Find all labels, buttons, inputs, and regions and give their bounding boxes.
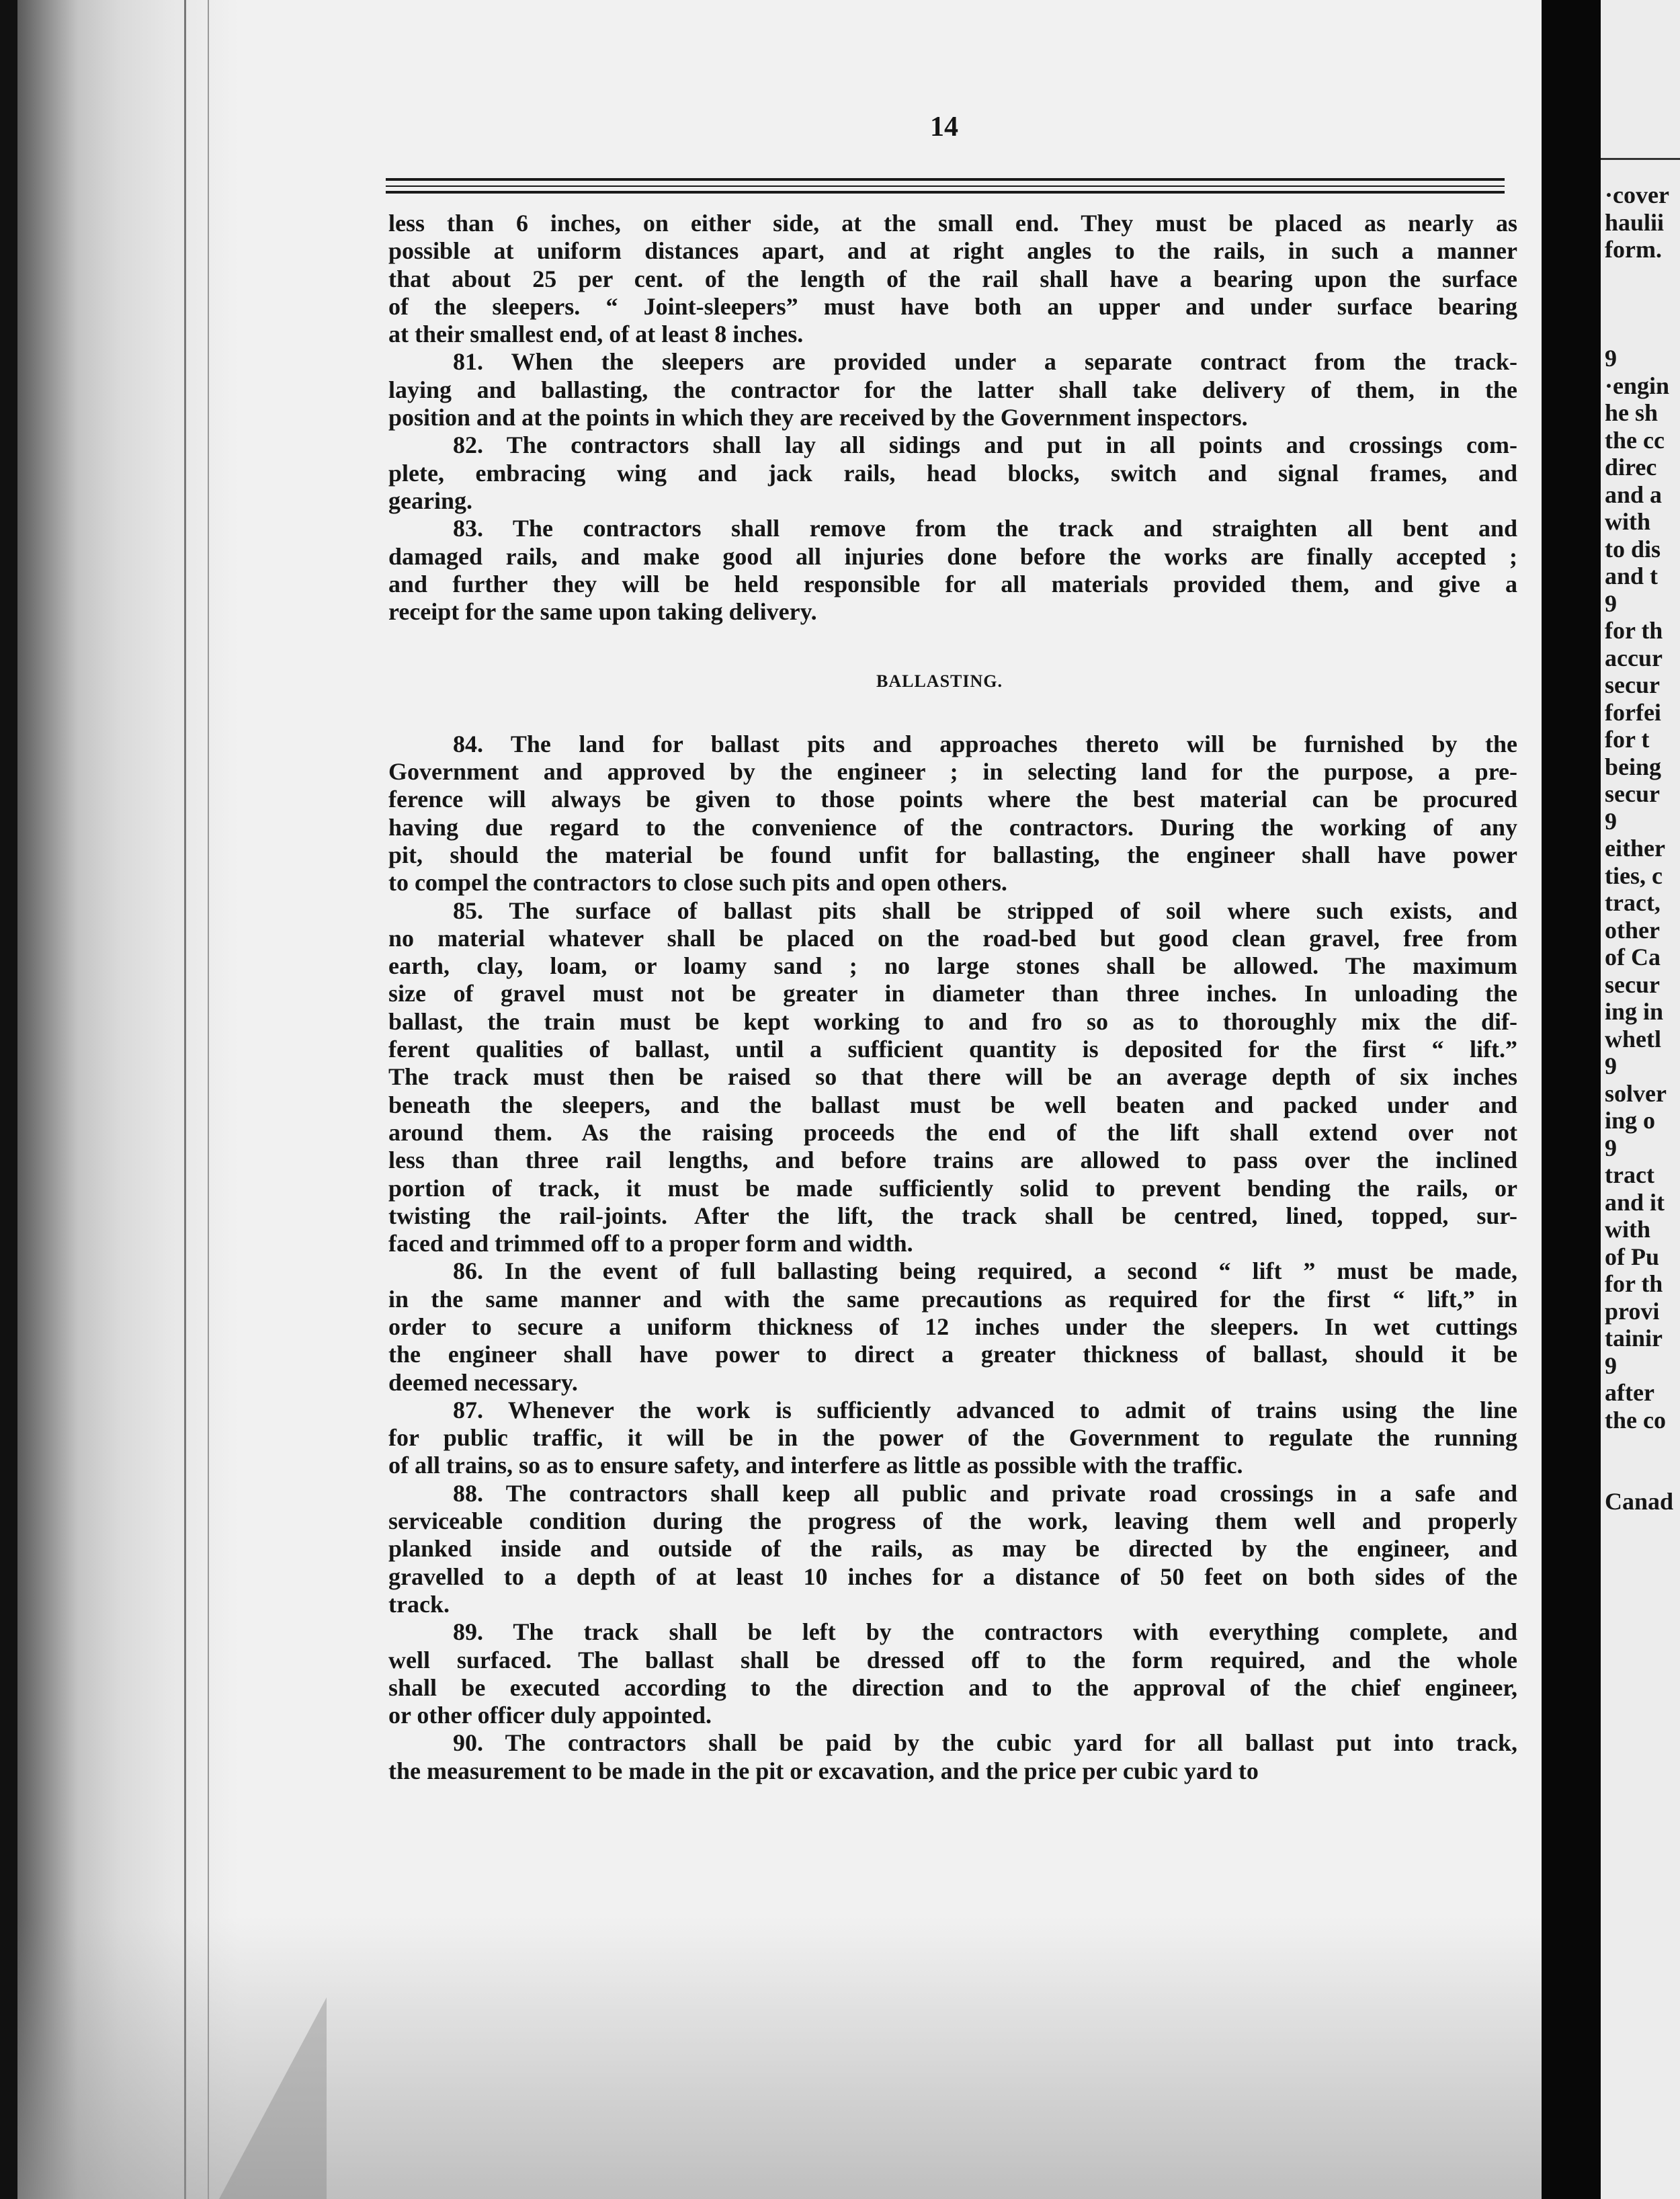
facing-page-fragment [1601,0,1680,2199]
text-line: The track must then be raised so that there will be an average depth of six inches [388,1063,1517,1091]
text-line: having due regard to the convenience of the contractors. During the working of any [388,813,1517,841]
facing-line: to dis [1605,535,1661,563]
page-number: 14 [930,112,958,142]
facing-line: tract, [1605,889,1661,916]
text-line: the measurement to be made in the pit or excavation, and the price per cubic yard to [388,1757,1259,1784]
facing-line: ties, c [1605,862,1663,889]
facing-line: 9 [1605,589,1617,617]
facing-line: of Ca [1605,944,1661,970]
text-line: position and at the points in which they are received by the Government inspectors. [388,404,1248,431]
page-corner-fold [219,1997,327,2199]
facing-line: 9 [1605,345,1617,372]
facing-line: accur [1605,644,1663,671]
page-gap [1542,0,1601,2199]
facing-line: other [1605,916,1660,944]
clause-paragraph [388,348,1517,431]
text-line: well surfaced. The ballast shall be dressed off to the form required, and the whole [388,1646,1517,1673]
clauses-84-90 [388,731,1517,1785]
header-rule [386,185,1505,187]
clause-paragraph [388,1729,1517,1785]
facing-line: secur [1605,780,1660,807]
clause-paragraph [388,1618,1517,1729]
facing-line: of Pu [1605,1243,1659,1270]
text-line: to compel the contractors to close such pits and open others. [388,869,1007,897]
text-line: less than three rail lengths, and before trains are allowed to pass over the inclined [388,1147,1517,1174]
section-heading: BALLASTING. [876,671,1003,692]
facing-line: haulii [1605,208,1665,236]
facing-line: for th [1605,617,1663,644]
facing-line: 9 [1605,1352,1617,1379]
facing-line: ing o [1605,1107,1656,1134]
facing-page-text [1605,181,1680,1516]
text-line: for public traffic, it will be in the power of the Government to regulate the running [388,1424,1517,1452]
facing-line: ·cover [1605,181,1669,208]
facing-line: 9 [1605,807,1617,835]
text-line: size of gravel must not be greater in diameter than three inches. In unloading the [388,980,1517,1007]
text-line: serviceable condition during the progress of the work, leaving them well and properly [388,1507,1517,1535]
text-line: 84. The land for ballast pits and approaches thereto will be furnished by the [453,730,1517,757]
clause-paragraph [388,1257,1517,1396]
facing-line: 9 [1605,1134,1617,1161]
text-line: Government and approved by the engineer ; in selecting land for the purpose, a pre- [388,758,1517,786]
text-line: deemed necessary. [388,1368,578,1396]
text-line: at their smallest end, of at least 8 inches. [388,321,804,348]
facing-line [1605,263,1680,291]
text-line: 83. The contractors shall remove from the track and straighten all bent and [453,515,1517,542]
book-page [17,0,1542,2199]
facing-line: the cc [1605,426,1665,454]
text-line: laying and ballasting, the contractor for the latter shall take delivery of them, in the [388,376,1517,403]
text-line: track. [388,1590,450,1618]
facing-line: being [1605,753,1662,780]
text-line: no material whatever shall be placed on the road-bed but good clean gravel, free from [388,924,1517,952]
intro-paragraph [388,210,1517,348]
binding-edge-line [184,0,186,2199]
text-line: 88. The contractors shall keep all public and private road crossings in a safe and [453,1479,1517,1507]
facing-line [1605,1461,1680,1489]
text-line: ference will always be given to those points where the best material can be procured [388,786,1517,813]
facing-line: after [1605,1379,1654,1406]
facing-line: the co [1605,1406,1666,1434]
facing-line [1605,290,1680,318]
facing-line: with [1605,1216,1651,1243]
text-line: planked inside and outside of the rails, as may be directed by the engineer, and [388,1535,1517,1563]
text-line: receipt for the same upon taking delivery. [388,598,817,626]
facing-line: secur [1605,671,1660,698]
facing-page-rule [1601,158,1680,160]
facing-line [1605,318,1680,345]
facing-line: either [1605,835,1665,862]
clause-paragraph [388,897,1517,1258]
facing-line: Canad [1605,1488,1674,1515]
facing-line: ing in [1605,998,1664,1025]
facing-line [1605,1434,1680,1461]
facing-line: secur [1605,970,1660,998]
clause-paragraph [388,515,1517,626]
text-line: twisting the rail-joints. After the lift, the track shall be centred, lined, topped, sur- [388,1202,1517,1229]
facing-line: forfei [1605,698,1661,726]
text-line: order to secure a uniform thickness of 12 inches under the sleepers. In wet cuttings [388,1313,1517,1340]
facing-line: whetl [1605,1025,1661,1052]
text-line: pit, should the material be found unfit for ballasting, the engineer shall have power [388,841,1517,868]
text-line: plete, embracing wing and jack rails, head blocks, switch and signal frames, and [388,459,1517,487]
text-line: or other officer duly appointed. [388,1702,712,1729]
text-line: faced and trimmed off to a proper form and width. [388,1230,913,1257]
facing-line: form. [1605,236,1662,263]
clause-paragraph [388,1397,1517,1480]
facing-line: provi [1605,1297,1660,1325]
text-line: beneath the sleepers, and the ballast must be well beaten and packed under and [388,1091,1517,1118]
text-line: ballast, the train must be kept working to and fro so as to thoroughly mix the dif- [388,1007,1517,1035]
text-line: the engineer shall have power to direct a greater thickness of ballast, should it be [388,1341,1517,1368]
text-line: 87. Whenever the work is sufficiently advanced to admit of trains using the line [453,1396,1517,1423]
text-line: 89. The track shall be left by the contractors with everything complete, and [453,1618,1517,1646]
text-line: 86. In the event of full ballasting being required, a second “ lift ” must be made, [453,1257,1517,1285]
facing-line: he sh [1605,399,1658,426]
text-line: that about 25 per cent. of the length of the rail shall have a bearing upon the surface [388,265,1517,292]
text-line: 85. The surface of ballast pits shall be stripped of soil where such exists, and [453,897,1517,924]
text-line: gearing. [388,487,472,514]
facing-line: solver [1605,1079,1667,1107]
facing-line: 9 [1605,1052,1617,1079]
facing-line: for th [1605,1270,1663,1297]
text-line: of all trains, so as to ensure safety, and interfere as little as possible with the traffic. [388,1452,1243,1479]
text-line: possible at uniform distances apart, and at right angles to the rails, in such a manner [388,237,1517,265]
binding-edge-line [208,0,209,2199]
facing-line: ·engin [1605,372,1670,399]
text-line: 90. The contractors shall be paid by the cubic yard for all ballast put into track, [453,1729,1517,1757]
text-line: of the sleepers. “ Joint-sleepers” must have both an upper and under surface bearing [388,292,1517,320]
facing-line: and a [1605,481,1663,508]
text-line: ferent qualities of ballast, until a sufficient quantity is deposited for the first “ lift.” [388,1036,1517,1063]
clauses-81-83 [388,348,1517,626]
header-rule [386,191,1505,194]
binding-gutter [17,0,239,2199]
facing-line: and t [1605,563,1658,589]
clause-paragraph [388,1480,1517,1618]
text-line: gravelled to a depth of at least 10 inches for a distance of 50 feet on both sides of the [388,1563,1517,1590]
scan-left-margin [0,0,17,2199]
text-line: and further they will be held responsible for all materials provided them, and give a [388,570,1517,597]
text-line: damaged rails, and make good all injuries done before the works are finally accepted ; [388,542,1517,570]
text-line: around them. As the raising proceeds the end of the lift shall extend over not [388,1118,1517,1146]
body-text [388,210,1517,1785]
facing-line: and it [1605,1188,1665,1216]
text-line: 82. The contractors shall lay all sidings and put in all points and crossings com- [453,431,1517,459]
facing-line: direc [1605,454,1657,481]
clause-paragraph [388,431,1517,515]
clause-paragraph [388,731,1517,897]
text-line: earth, clay, loam, or loamy sand ; no large stones shall be allowed. The maximum [388,952,1517,980]
text-line: 81. When the sleepers are provided under a separate contract from the track- [453,348,1517,376]
text-line: less than 6 inches, on either side, at the small end. They must be placed as nearly as [388,210,1517,237]
facing-line: tract [1605,1161,1654,1188]
text-line: portion of track, it must be made sufficiently solid to prevent bending the rails, or [388,1174,1517,1202]
text-line: shall be executed according to the direction and to the approval of the chief engineer, [388,1673,1517,1701]
text-line: in the same manner and with the same precautions as required for the first “ lift,” in [388,1285,1517,1313]
facing-line: with [1605,508,1651,535]
facing-line: for t [1605,726,1650,753]
facing-line: tainir [1605,1325,1663,1352]
header-rule [386,178,1505,181]
